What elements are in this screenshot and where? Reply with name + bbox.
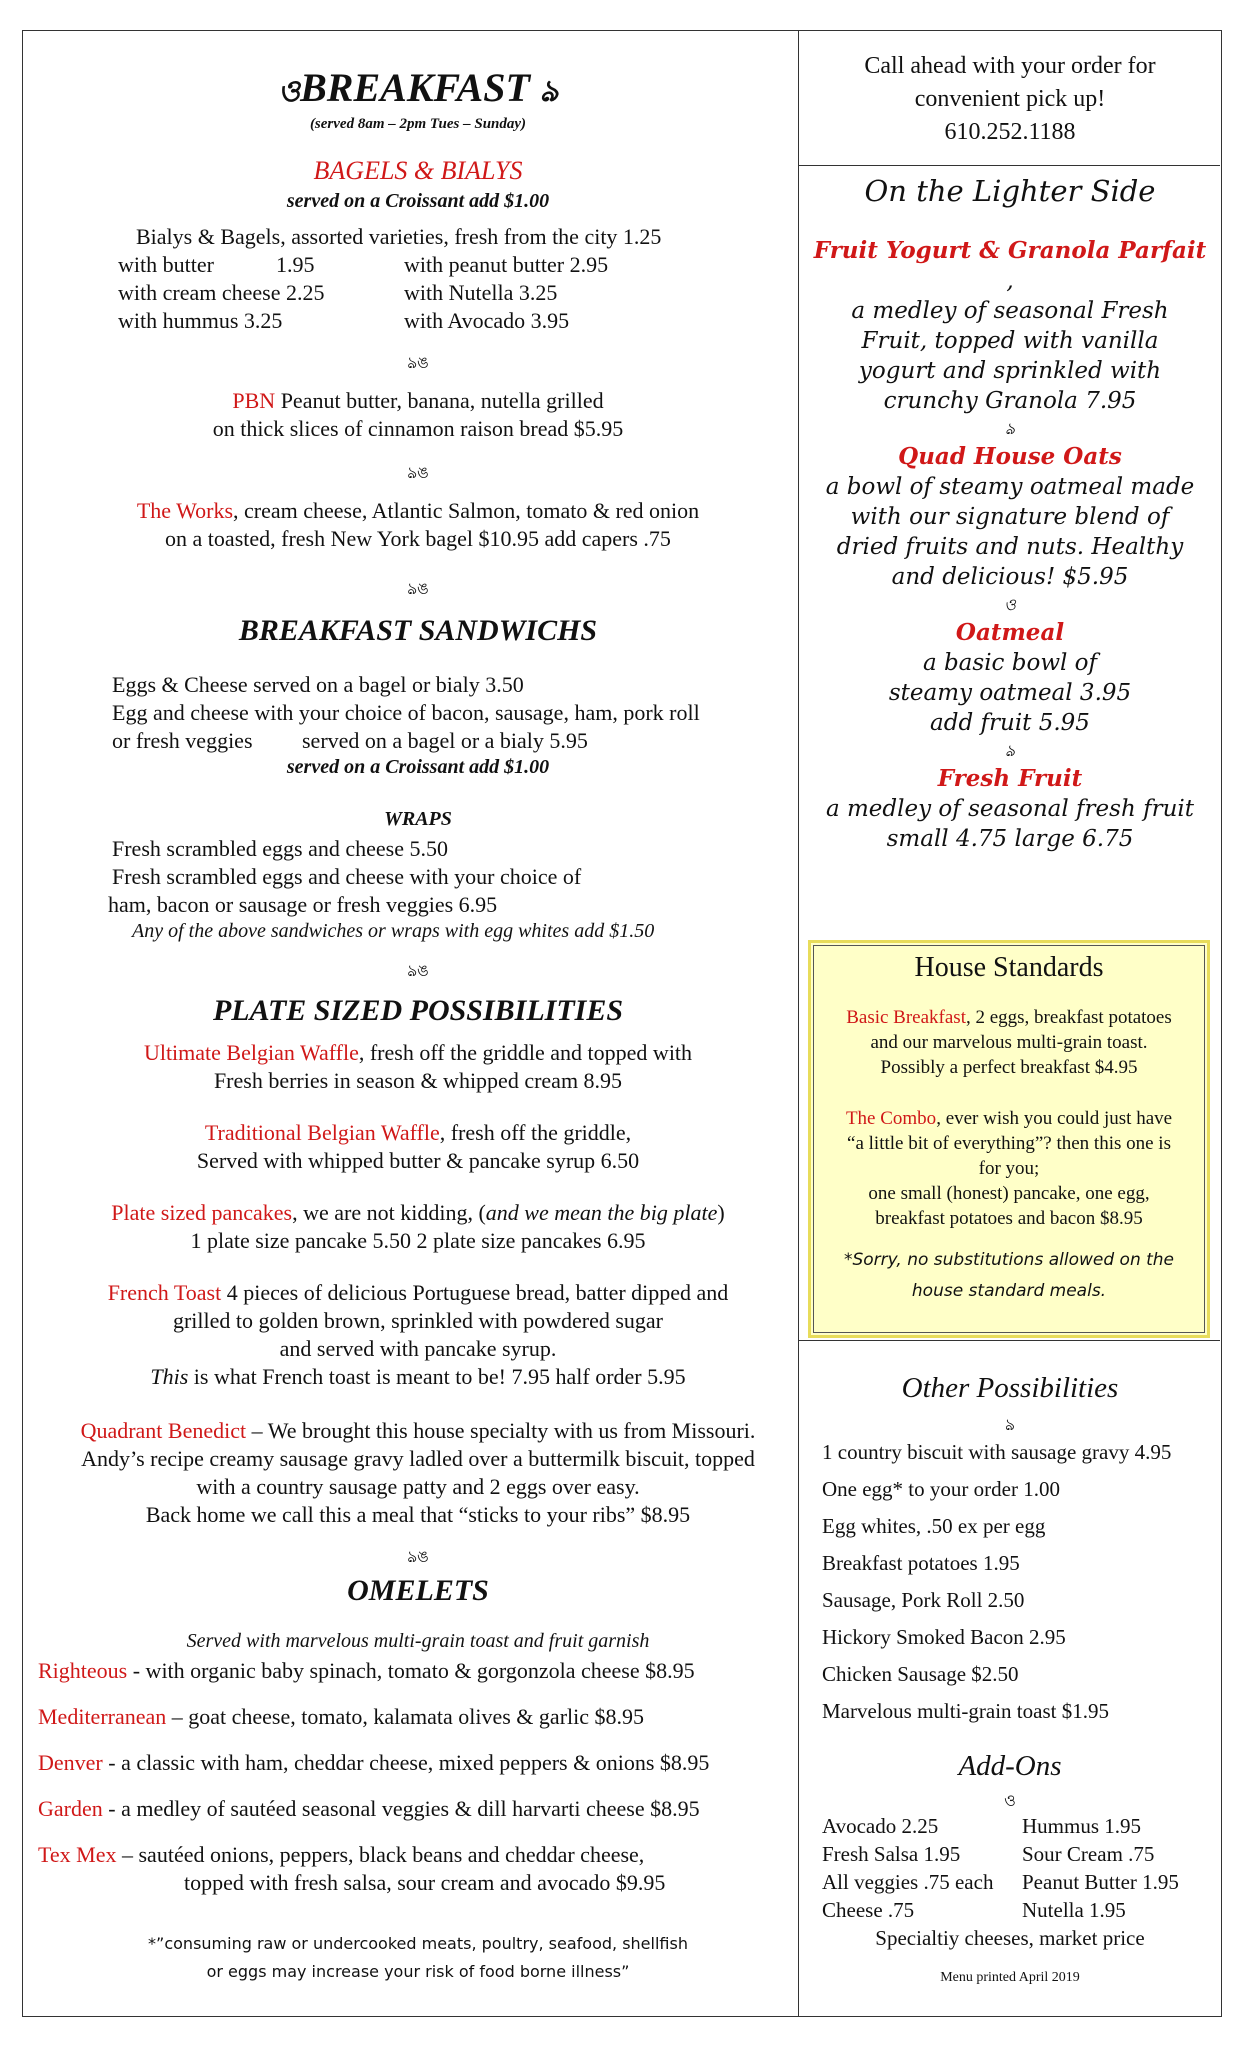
parfait-desc-4: crunchy Granola 7.95 bbox=[883, 388, 1137, 414]
basic-breakfast-name: Basic Breakfast bbox=[846, 1007, 966, 1028]
oatmeal-desc-1: a basic bowl of bbox=[922, 650, 1098, 676]
add-on-row bbox=[822, 1896, 1217, 1924]
benedict-desc: – We brought this house specialty with us from Missouri. bbox=[246, 1418, 756, 1443]
add-on-item: Avocado 2.25 bbox=[822, 1814, 939, 1838]
pbn-item bbox=[18, 388, 818, 414]
oats-desc-2: with our signature blend of bbox=[850, 504, 1170, 530]
list-item: Hickory Smoked Bacon 2.95 bbox=[822, 1625, 1066, 1649]
pbn-name: PBN bbox=[232, 388, 276, 413]
ultimate-waffle-desc-2: Fresh berries in season & whipped cream 8.95 bbox=[213, 1068, 623, 1093]
phone-number: 610.252.1188 bbox=[944, 119, 1076, 145]
traditional-waffle-desc-2: Served with whipped butter & pancake syrup 6.50 bbox=[196, 1148, 640, 1173]
bagels-opt-nutella: with Nutella 3.25 bbox=[404, 280, 558, 305]
omelet-righteous bbox=[38, 1658, 695, 1684]
add-on-row bbox=[822, 1868, 1217, 1896]
oats-desc-1: a bowl of steamy oatmeal made bbox=[825, 474, 1195, 500]
right-column bbox=[800, 30, 1220, 2015]
add-on-item: Fresh Salsa 1.95 bbox=[822, 1842, 961, 1866]
omelet-denver bbox=[38, 1750, 709, 1776]
divider-ornament-icon: ঌঙ bbox=[407, 1549, 429, 1566]
ornament-icon: ঌ bbox=[1005, 741, 1015, 760]
bagels-opt-butter-price: 1.95 bbox=[276, 252, 315, 277]
divider-ornament-icon: ঌঙ bbox=[407, 581, 429, 598]
ornament-icon: ও bbox=[1004, 1793, 1016, 1810]
traditional-waffle bbox=[18, 1120, 818, 1146]
list-item: Egg whites, .50 ex per egg bbox=[822, 1514, 1046, 1538]
wraps-line-2: Fresh scrambled eggs and cheese with your choice of bbox=[112, 864, 582, 889]
call-ahead-box bbox=[800, 50, 1220, 149]
breakfast-title-text: BREAKFAST bbox=[300, 65, 530, 110]
french-toast-desc: 4 pieces of delicious Portuguese bread, batter dipped and bbox=[221, 1280, 729, 1305]
combo-desc-5: breakfast potatoes and bacon $8.95 bbox=[875, 1208, 1143, 1229]
specialty-cheeses: Specialtiy cheeses, market price bbox=[875, 1926, 1145, 1950]
sandwich-line-1: Eggs & Cheese served on a bagel or bialy 3.50 bbox=[112, 672, 524, 697]
pancakes-name: Plate sized pancakes bbox=[111, 1200, 293, 1225]
no-substitutions-note bbox=[811, 1245, 1207, 1307]
ornament-icon: ঌ bbox=[1005, 419, 1015, 438]
disclaimer-line-1: *”consuming raw or undercooked meats, poultry, seafood, shellfish bbox=[148, 1934, 688, 1953]
parfait-name: Fruit Yogurt & Granola Parfait bbox=[813, 237, 1207, 264]
combo-desc-4: one small (honest) pancake, one egg, bbox=[868, 1183, 1150, 1204]
bagels-croissant-note: served on a Croissant add $1.00 bbox=[286, 190, 550, 212]
list-item: Marvelous multi-grain toast $1.95 bbox=[822, 1699, 1109, 1723]
oats-desc-4: and delicious! $5.95 bbox=[891, 564, 1129, 590]
plate-title: PLATE SIZED POSSIBILITIES bbox=[212, 994, 624, 1027]
works-item bbox=[18, 498, 818, 524]
omelet-mediterranean-desc: – goat cheese, tomato, kalamata olives & garlic $8.95 bbox=[166, 1704, 645, 1729]
omelet-texmex-desc-2: topped with fresh salsa, sour cream and avocado $9.95 bbox=[184, 1870, 666, 1895]
omelet-garden bbox=[38, 1796, 700, 1822]
ornament-icon: ও bbox=[1004, 595, 1016, 614]
ultimate-waffle-name: Ultimate Belgian Waffle bbox=[143, 1040, 359, 1065]
omelet-mediterranean-name: Mediterranean bbox=[38, 1704, 167, 1729]
ornament-left-icon: ও bbox=[278, 75, 301, 108]
ultimate-waffle-desc: , fresh off the griddle and topped with bbox=[358, 1040, 693, 1065]
add-on-row bbox=[822, 1840, 1217, 1868]
french-toast-name: French Toast bbox=[107, 1280, 222, 1305]
add-on-item: Cheese .75 bbox=[822, 1898, 915, 1922]
no-substitutions-line-1: *Sorry, no substitutions allowed on the bbox=[843, 1250, 1175, 1270]
wraps-line-3: ham, bacon or sausage or fresh veggies 6.95 bbox=[108, 892, 498, 917]
pancakes-desc-b: and we mean the big plate bbox=[485, 1200, 718, 1225]
omelet-righteous-desc: - with organic baby spinach, tomato & gorgonzola cheese $8.95 bbox=[127, 1658, 695, 1683]
french-toast-price: is what French toast is meant to be! 7.95 half order 5.95 bbox=[188, 1364, 686, 1389]
benedict-desc-4: Back home we call this a meal that “sticks to your ribs” $8.95 bbox=[145, 1502, 691, 1527]
oatmeal-desc-3: add fruit 5.95 bbox=[930, 710, 1090, 736]
pancakes-desc-c: ) bbox=[717, 1200, 725, 1225]
no-substitutions-line-2: house standard meals. bbox=[911, 1281, 1107, 1301]
omelets-sub: Served with marvelous multi-grain toast and fruit garnish bbox=[186, 1630, 650, 1652]
list-item: Chicken Sausage $2.50 bbox=[822, 1662, 1019, 1686]
ultimate-waffle bbox=[18, 1040, 818, 1066]
omelet-texmex-desc: – sautéed onions, peppers, black beans and cheddar cheese, bbox=[116, 1842, 645, 1867]
call-ahead-line-2: convenient pick up! bbox=[914, 86, 1106, 112]
omelet-denver-desc: - a classic with ham, cheddar cheese, mixed peppers & onions $8.95 bbox=[102, 1750, 710, 1775]
sandwiches-title: BREAKFAST SANDWICHS bbox=[238, 614, 598, 647]
list-item: Breakfast potatoes 1.95 bbox=[822, 1551, 1020, 1575]
bagels-opt-avocado: with Avocado 3.95 bbox=[404, 308, 570, 333]
other-possibilities-list bbox=[822, 1434, 1217, 1730]
pbn-desc-2: on thick slices of cinnamon raison bread $5.95 bbox=[212, 416, 624, 441]
works-desc-2: on a toasted, fresh New York bagel $10.95 add capers .75 bbox=[165, 526, 671, 551]
bagels-title: BAGELS & BIALYS bbox=[313, 156, 523, 185]
wraps-line-1: Fresh scrambled eggs and cheese 5.50 bbox=[112, 836, 449, 861]
list-item: 1 country biscuit with sausage gravy 4.95 bbox=[822, 1440, 1172, 1464]
add-ons-grid bbox=[822, 1812, 1217, 1952]
omelet-texmex-name: Tex Mex bbox=[38, 1842, 117, 1867]
lighter-side-items bbox=[800, 236, 1220, 854]
house-standards-title: House Standards bbox=[914, 952, 1104, 983]
traditional-waffle-name: Traditional Belgian Waffle bbox=[204, 1120, 440, 1145]
wraps-egg-white-note: Any of the above sandwiches or wraps with egg whites add $1.50 bbox=[132, 920, 655, 942]
disclaimer-line-2: or eggs may increase your risk of food borne illness” bbox=[206, 1962, 630, 1981]
benedict-name: Quadrant Benedict bbox=[80, 1418, 247, 1443]
omelet-denver-name: Denver bbox=[38, 1750, 103, 1775]
bagels-opt-peanut: with peanut butter 2.95 bbox=[404, 252, 609, 277]
add-ons-title: Add-Ons bbox=[958, 1750, 1062, 1782]
sandwich-line-3a: or fresh veggies bbox=[112, 728, 253, 753]
add-on-item: Nutella 1.95 bbox=[1022, 1898, 1126, 1922]
bagels-opt-butter: with butter bbox=[118, 252, 214, 277]
basic-breakfast-desc-3: Possibly a perfect breakfast $4.95 bbox=[880, 1057, 1138, 1078]
works-desc: , cream cheese, Atlantic Salmon, tomato & red onion bbox=[233, 498, 700, 523]
sandwich-line-3b: served on a bagel or a bialy 5.95 bbox=[302, 728, 588, 753]
french-toast-desc-4 bbox=[18, 1364, 818, 1390]
oats-desc-3: dried fruits and nuts. Healthy bbox=[836, 534, 1184, 560]
french-toast-item bbox=[18, 1280, 818, 1306]
omelet-mediterranean bbox=[38, 1704, 644, 1730]
bagels-line: Bialys & Bagels, assorted varieties, fresh from the city 1.25 bbox=[136, 224, 662, 249]
oatmeal-name: Oatmeal bbox=[955, 619, 1065, 646]
divider-ornament-icon: ঌঙ bbox=[407, 963, 429, 980]
add-on-item: Hummus 1.95 bbox=[1022, 1814, 1142, 1838]
breakfast-title bbox=[18, 64, 818, 118]
oatmeal-desc-2: steamy oatmeal 3.95 bbox=[888, 680, 1132, 706]
basic-breakfast-item bbox=[811, 1005, 1207, 1030]
bagels-opt-cream: with cream cheese 2.25 bbox=[118, 280, 325, 305]
divider-ornament-icon: ঌঙ bbox=[407, 355, 429, 372]
combo-desc-3: for you; bbox=[978, 1158, 1040, 1179]
sandwich-croissant-note: served on a Croissant add $1.00 bbox=[286, 756, 550, 778]
benedict-item bbox=[18, 1418, 818, 1444]
list-item: Sausage, Pork Roll 2.50 bbox=[822, 1588, 1025, 1612]
parfait-desc-2: Fruit, topped with vanilla bbox=[861, 328, 1159, 354]
ornament-right-icon: ঌ bbox=[539, 75, 558, 108]
works-name: The Works bbox=[136, 498, 234, 523]
fresh-fruit-name: Fresh Fruit bbox=[937, 765, 1083, 792]
basic-breakfast-desc-2: and our marvelous multi-grain toast. bbox=[870, 1032, 1148, 1053]
add-on-item: Peanut Butter 1.95 bbox=[1022, 1870, 1179, 1894]
combo-name: The Combo bbox=[845, 1108, 937, 1129]
parfait-desc-1: a medley of seasonal Fresh bbox=[851, 298, 1169, 324]
call-ahead-line-1: Call ahead with your order for bbox=[864, 53, 1156, 79]
combo-desc: , ever wish you could just have bbox=[936, 1108, 1173, 1129]
omelet-garden-name: Garden bbox=[38, 1796, 103, 1821]
benedict-desc-3: with a country sausage patty and 2 eggs over easy. bbox=[196, 1474, 640, 1499]
ornament-icon: ঌ bbox=[1005, 1417, 1015, 1434]
sandwich-line-2: Egg and cheese with your choice of bacon, sausage, ham, pork roll bbox=[112, 700, 700, 725]
fresh-fruit-desc-1: a medley of seasonal fresh fruit bbox=[825, 796, 1195, 822]
french-toast-this: This bbox=[150, 1364, 189, 1389]
list-item: One egg* to your order 1.00 bbox=[822, 1477, 1060, 1501]
divider-ornament-icon: ঌঙ bbox=[407, 465, 429, 482]
combo-desc-2: “a little bit of everything”? then this one is bbox=[847, 1133, 1171, 1154]
lighter-side-title: On the Lighter Side bbox=[864, 174, 1156, 208]
omelets-title: OMELETS bbox=[347, 1574, 489, 1607]
omelet-righteous-name: Righteous bbox=[38, 1658, 128, 1683]
breakfast-hours: (served 8am – 2pm Tues – Sunday) bbox=[309, 116, 527, 132]
french-toast-desc-2: grilled to golden brown, sprinkled with powdered sugar bbox=[172, 1308, 663, 1333]
parfait-comma: , bbox=[1006, 268, 1014, 294]
bagels-opt-hummus: with hummus 3.25 bbox=[118, 308, 283, 333]
french-toast-desc-3: and served with pancake syrup. bbox=[279, 1336, 557, 1361]
benedict-desc-2: Andy’s recipe creamy sausage gravy ladled over a buttermilk biscuit, topped bbox=[81, 1446, 755, 1471]
house-standards-box bbox=[808, 940, 1210, 1338]
pancakes-desc-a: , we are not kidding, ( bbox=[292, 1200, 486, 1225]
add-on-item: All veggies .75 each bbox=[822, 1870, 994, 1894]
add-on-row bbox=[822, 1812, 1217, 1840]
menu-printed-date: Menu printed April 2019 bbox=[940, 1970, 1080, 1985]
fresh-fruit-desc-2: small 4.75 large 6.75 bbox=[886, 826, 1134, 852]
other-possibilities-title: Other Possibilities bbox=[901, 1372, 1119, 1404]
add-on-item: Sour Cream .75 bbox=[1022, 1842, 1155, 1866]
omelet-garden-desc: - a medley of sautéed seasonal veggies & dill harvarti cheese $8.95 bbox=[102, 1796, 700, 1821]
traditional-waffle-desc: , fresh off the griddle, bbox=[439, 1120, 632, 1145]
pancakes-prices: 1 plate size pancake 5.50 2 plate size pancakes 6.95 bbox=[190, 1228, 646, 1253]
pancakes-item bbox=[18, 1200, 818, 1226]
omelet-texmex bbox=[38, 1842, 644, 1868]
wraps-title: WRAPS bbox=[384, 808, 452, 830]
parfait-desc-3: yogurt and sprinkled with bbox=[858, 358, 1162, 384]
basic-breakfast-desc: , 2 eggs, breakfast potatoes bbox=[965, 1007, 1172, 1028]
pbn-desc: Peanut butter, banana, nutella grilled bbox=[275, 388, 604, 413]
combo-item bbox=[811, 1106, 1207, 1131]
oats-name: Quad House Oats bbox=[898, 443, 1122, 470]
